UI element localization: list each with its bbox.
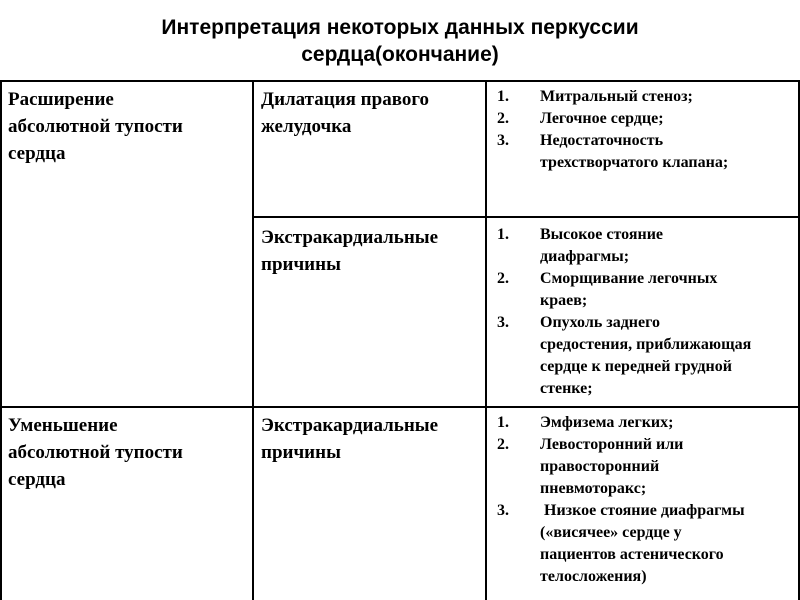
list-text: Недостаточность [540,132,664,149]
condition-cell-decrease [8,412,248,493]
cause-text: причины [261,254,341,275]
cause-text: Дилатация правого [261,89,429,110]
list-text: краев; [540,292,588,309]
list-number: 3. [497,314,509,331]
column-divider-2 [485,80,487,600]
list-text: Низкое стояние диафрагмы [540,502,745,519]
title-line-1: Интерпретация некоторых данных перкуссии [161,16,639,39]
list-text: Легочное сердце; [540,110,664,127]
list-text: Эмфизема легких; [540,414,674,431]
list-text: правосторонний [540,458,660,475]
list-extracardiac-decrease [490,412,794,588]
cause-cell-extracardiac-decrease [261,412,483,466]
list-text: стенке; [540,380,593,397]
list-extracardiac-increase [490,224,794,400]
list-text: Опухоль заднего [540,314,660,331]
title-line-2: сердца(окончание) [301,43,499,66]
list-text: пациентов астенического [540,546,724,563]
row-divider-inner [253,216,800,218]
list-text: пневмоторакс; [540,480,647,497]
list-number: 3. [497,132,509,149]
condition-text: сердца [8,143,66,164]
list-item [490,108,794,130]
list-item [490,268,794,312]
cause-text: Экстракардиальные [261,415,439,436]
list-text: Высокое стояние [540,226,664,243]
cause-cell-extracardiac [261,224,483,278]
list-item [490,312,794,400]
list-text: средостения, приближающая [540,336,752,353]
list-text: диафрагмы; [540,248,630,265]
list-text: трехстворчатого клапана; [540,154,729,171]
cause-text: желудочка [261,116,352,137]
list-text: Митральный стеноз; [540,88,693,105]
condition-text: абсолютной тупости [8,116,183,137]
list-number: 3. [497,502,509,519]
list-item [490,412,794,434]
condition-cell-increase [8,86,248,167]
condition-text: Уменьшение [8,415,118,436]
list-right-ventricle [490,86,794,174]
condition-text: сердца [8,469,66,490]
list-number: 1. [497,226,509,243]
list-number: 2. [497,270,509,287]
list-number: 1. [497,88,509,105]
condition-text: абсолютной тупости [8,442,183,463]
cause-text: причины [261,442,341,463]
list-text: («висячее» сердце у [540,524,682,541]
list-text: телосложения) [540,568,647,585]
cause-text: Экстракардиальные [261,227,439,248]
list-item [490,434,794,500]
condition-text: Расширение [8,89,114,110]
list-item [490,224,794,268]
list-text: Левосторонний или [540,436,684,453]
list-item [490,86,794,108]
list-number: 2. [497,436,509,453]
list-text: Сморщивание легочных [540,270,718,287]
table-border-left [0,80,2,600]
row-divider [0,406,800,408]
list-item [490,130,794,174]
column-divider-1 [252,80,254,600]
list-text: сердце к передней грудной [540,358,732,375]
cause-cell-right-ventricle [261,86,483,140]
table-border-top [0,80,800,82]
list-item [490,500,794,588]
list-number: 2. [497,110,509,127]
list-number: 1. [497,414,509,431]
